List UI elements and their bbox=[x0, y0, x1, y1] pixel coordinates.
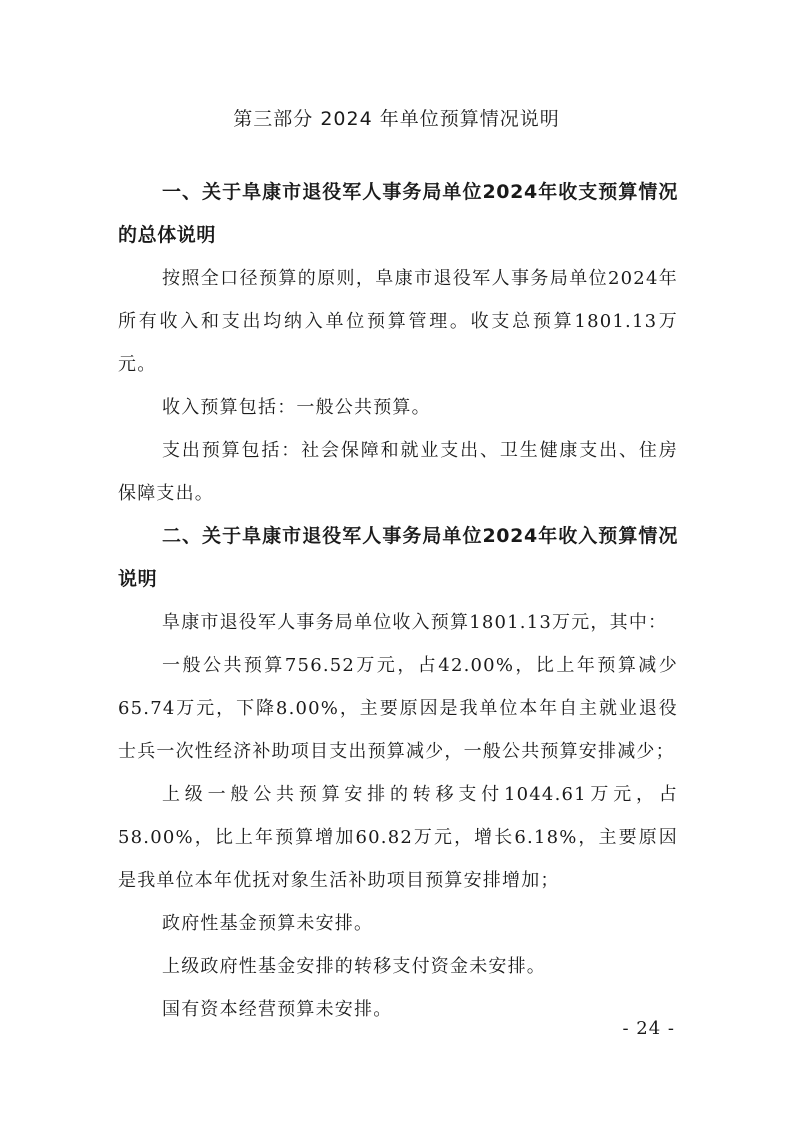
paragraph: 支出预算包括：社会保障和就业支出、卫生健康支出、住房保障支出。 bbox=[118, 440, 678, 504]
paragraph: 政府性基金预算未安排。 bbox=[162, 913, 374, 934]
paragraph: 阜康市退役军人事务局单位收入预算1801.13万元，其中： bbox=[162, 612, 668, 633]
paragraph: 一般公共预算756.52万元，占42.00%，比上年预算减少65.74万元，下降8.00%，主要原因是我单位本年自主就业退役士兵一次性经济补助项目支出预算减少，一般公共预算安排减少； bbox=[118, 655, 678, 762]
document-body bbox=[118, 171, 678, 1031]
page-title: 第三部分 2024 年单位预算情况说明 bbox=[233, 108, 560, 130]
paragraph: 按照全口径预算的原则，阜康市退役军人事务局单位2024年所有收入和支出均纳入单位预算管理。收支总预算1801.13万元。 bbox=[118, 268, 678, 375]
paragraph: 上级政府性基金安排的转移支付资金未安排。 bbox=[162, 956, 546, 977]
page-number: - 24 - bbox=[622, 1018, 675, 1039]
section-heading-1: 一、关于阜康市退役军人事务局单位2024年收支预算情况的总体说明 bbox=[118, 181, 678, 246]
paragraph: 收入预算包括：一般公共预算。 bbox=[162, 397, 431, 418]
paragraph: 国有资本经营预算未安排。 bbox=[162, 999, 393, 1020]
paragraph: 上级一般公共预算安排的转移支付1044.61万元，占58.00%，比上年预算增加60.82万元，增长6.18%，主要原因是我单位本年优抚对象生活补助项目预算安排增加； bbox=[118, 784, 678, 891]
section-heading-2: 二、关于阜康市退役军人事务局单位2024年收入预算情况说明 bbox=[118, 525, 678, 590]
